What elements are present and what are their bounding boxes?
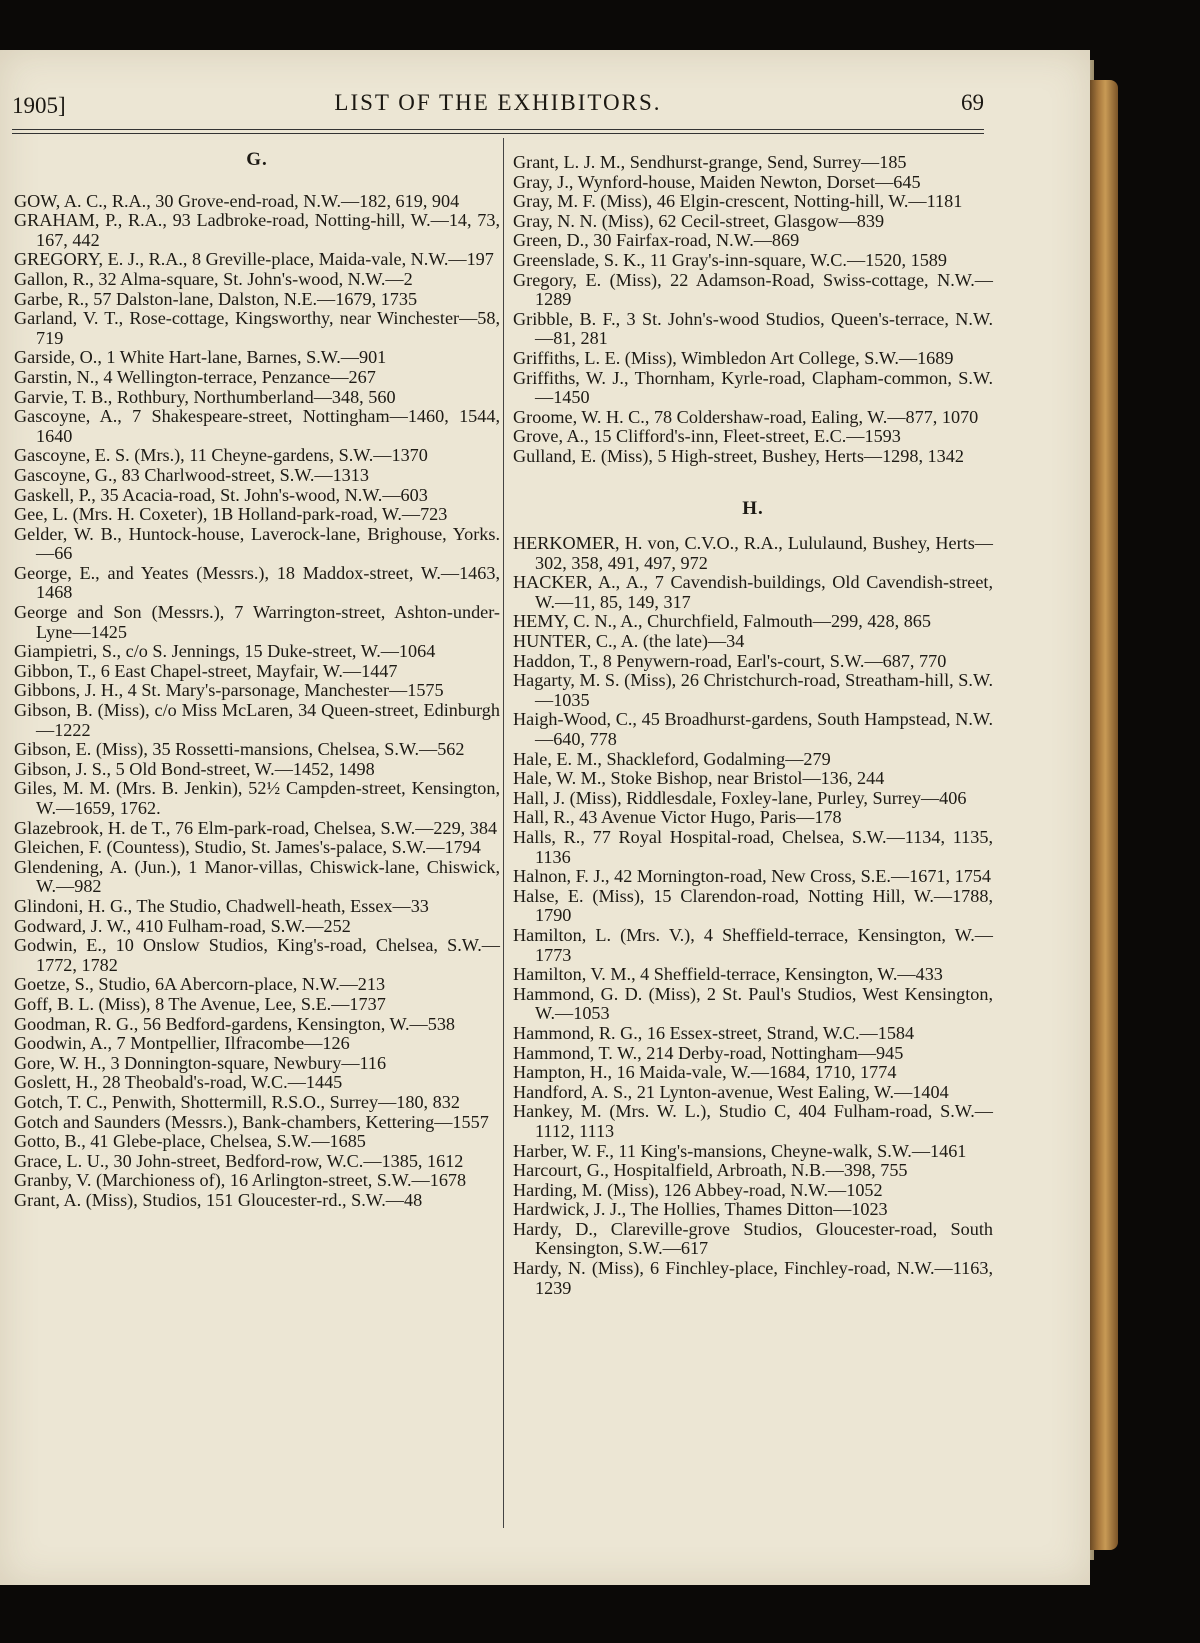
exhibitor-entry: Hardy, D., Clareville-grove Studios, Gloucester-road, South Kensington, S.W.—617: [513, 1218, 993, 1259]
exhibitor-entry: Hale, W. M., Stoke Bishop, near Bristol—136, 244: [513, 768, 885, 789]
exhibitor-entry: Harding, M. (Miss), 126 Abbey-road, N.W.—1052: [513, 1179, 883, 1200]
exhibitor-entry: Griffiths, W. J., Thornham, Kyrle-road, Clapham-common, S.W.—1450: [513, 367, 993, 408]
exhibitor-entry: GOW, A. C., R.A., 30 Grove-end-road, N.W.—182, 619, 904: [14, 190, 460, 211]
exhibitor-entry: Goodwin, A., 7 Montpellier, Ilfracombe—126: [14, 1033, 350, 1054]
exhibitor-entry: Gibson, J. S., 5 Old Bond-street, W.—1452, 1498: [14, 758, 375, 779]
exhibitor-entry: Hamilton, L. (Mrs. V.), 4 Sheffield-terrace, Kensington, W.—1773: [513, 924, 993, 965]
exhibitor-entry: Haigh-Wood, C., 45 Broadhurst-gardens, South Hampstead, N.W.—640, 778: [513, 709, 993, 750]
exhibitor-entry: Grant, L. J. M., Sendhurst-grange, Send, Surrey—185: [513, 152, 907, 172]
header-title: LIST OF THE EXHIBITORS.: [334, 90, 662, 115]
exhibitor-entry: Gotch, T. C., Penwith, Shottermill, R.S.O., Surrey—180, 832: [14, 1091, 460, 1112]
exhibitor-entry: Gelder, W. B., Huntock-house, Laverock-lane, Brighouse, Yorks.—66: [14, 523, 500, 564]
exhibitor-entry: Griffiths, L. E. (Miss), Wimbledon Art College, S.W.—1689: [513, 347, 954, 368]
exhibitor-entry: Giampietri, S., c/o S. Jennings, 15 Duke-street, W.—1064: [14, 641, 436, 662]
section-heading-g: G.: [246, 149, 268, 170]
exhibitor-entry: Hale, E. M., Shackleford, Godalming—279: [513, 748, 831, 769]
exhibitor-entry: Goodman, R. G., 56 Bedford-gardens, Kensington, W.—538: [14, 1013, 456, 1034]
exhibitor-entry: Hampton, H., 16 Maida-vale, W.—1684, 1710, 1774: [513, 1062, 897, 1083]
exhibitor-entry: Garbe, R., 57 Dalston-lane, Dalston, N.E.—1679, 1735: [14, 288, 418, 309]
exhibitor-entry: Gotch and Saunders (Messrs.), Bank-chambers, Kettering—1557: [14, 1111, 489, 1132]
exhibitor-entry: Godward, J. W., 410 Fulham-road, S.W.—252: [14, 915, 351, 936]
exhibitor-entry: Gregory, E. (Miss), 22 Adamson-Road, Swiss-cottage, N.W.—1289: [513, 269, 993, 310]
exhibitor-entry: Gleichen, F. (Countess), Studio, St. James's-palace, S.W.—1794: [14, 837, 481, 858]
exhibitor-entry: Grove, A., 15 Clifford's-inn, Fleet-street, E.C.—1593: [513, 426, 901, 447]
section-heading-h: H.: [742, 497, 764, 519]
exhibitor-entry: Gray, J., Wynford-house, Maiden Newton, Dorset—645: [513, 171, 921, 192]
exhibitor-entry: Grant, A. (Miss), Studios, 151 Gloucester-rd., S.W.—48: [14, 1189, 423, 1210]
exhibitor-entry: Hall, R., 43 Avenue Victor Hugo, Paris—178: [513, 807, 842, 828]
exhibitor-entry: Hall, J. (Miss), Riddlesdale, Foxley-lane, Purley, Surrey—406: [513, 787, 967, 808]
exhibitor-entry: Hammond, G. D. (Miss), 2 St. Paul's Studios, West Kensington, W.—1053: [513, 983, 993, 1024]
exhibitor-entry: Green, D., 30 Fairfax-road, N.W.—869: [513, 230, 800, 251]
exhibitor-entry: Goetze, S., Studio, 6A Abercorn-place, N.W.—213: [14, 974, 386, 995]
exhibitor-entry: Gascoyne, E. S. (Mrs.), 11 Cheyne-gardens, S.W.—1370: [14, 445, 428, 466]
exhibitor-entry: GRAHAM, P., R.A., 93 Ladbroke-road, Notting-hill, W.—14, 73, 167, 442: [14, 210, 500, 250]
exhibitor-entry: Granby, V. (Marchioness of), 16 Arlington-street, S.W.—1678: [14, 1170, 467, 1191]
exhibitor-entry: Gore, W. H., 3 Donnington-square, Newbury—116: [14, 1052, 387, 1073]
exhibitor-entry: Gascoyne, G., 83 Charlwood-street, S.W.—1313: [14, 464, 369, 485]
left-column: [14, 150, 500, 1210]
exhibitor-entry: Handford, A. S., 21 Lynton-avenue, West Ealing, W.—1404: [513, 1081, 949, 1102]
exhibitor-entry: Garland, V. T., Rose-cottage, Kingsworthy, near Winchester—58, 719: [14, 308, 500, 348]
exhibitor-entry: Gaskell, P., 35 Acacia-road, St. John's-wood, N.W.—603: [14, 484, 428, 505]
column-divider: [503, 138, 504, 1528]
exhibitor-entry: HEMY, C. N., A., Churchfield, Falmouth—299, 428, 865: [513, 611, 931, 632]
exhibitor-entry: Garstin, N., 4 Wellington-terrace, Penzance—267: [14, 366, 376, 387]
header-rule-top: [12, 129, 984, 130]
exhibitor-entry: HACKER, A., A., 7 Cavendish-buildings, Old Cavendish-street, W.—11, 85, 149, 317: [513, 572, 993, 612]
exhibitor-entry: HERKOMER, H. von, C.V.O., R.A., Lululaund, Bushey, Herts—302, 358, 491, 497, 972: [513, 533, 993, 573]
header-rule-bottom: [12, 133, 984, 134]
left-entry-list: [14, 192, 500, 1211]
right-g-entry-list: [513, 153, 993, 467]
exhibitor-entry: Glendening, A. (Jun.), 1 Manor-villas, Chiswick-lane, Chiswick, W.—982: [14, 856, 500, 897]
exhibitor-entry: George, E., and Yeates (Messrs.), 18 Maddox-street, W.—1463, 1468: [14, 562, 500, 603]
exhibitor-entry: Gee, L. (Mrs. H. Coxeter), 1B Holland-park-road, W.—723: [14, 504, 448, 525]
exhibitor-entry: Gulland, E. (Miss), 5 High-street, Bushey, Herts—1298, 1342: [513, 445, 964, 466]
exhibitor-entry: Goslett, H., 28 Theobald's-road, W.C.—1445: [14, 1072, 343, 1093]
exhibitor-entry: Gibbon, T., 6 East Chapel-street, Mayfair, W.—1447: [14, 660, 398, 681]
exhibitor-entry: HUNTER, C., A. (the late)—34: [513, 631, 745, 652]
running-head: [12, 89, 984, 123]
page-number: 69: [961, 90, 984, 115]
exhibitor-entry: Halnon, F. J., 42 Mornington-road, New Cross, S.E.—1671, 1754: [513, 866, 991, 887]
exhibitor-entry: Gray, N. N. (Miss), 62 Cecil-street, Glasgow—839: [513, 210, 885, 231]
exhibitor-entry: Hammond, T. W., 214 Derby-road, Nottingham—945: [513, 1042, 904, 1063]
exhibitor-entry: Gibson, E. (Miss), 35 Rossetti-mansions, Chelsea, S.W.—562: [14, 739, 465, 760]
exhibitor-entry: Gibbons, J. H., 4 St. Mary's-parsonage, Manchester—1575: [14, 680, 444, 701]
exhibitor-entry: Gotto, B., 41 Glebe-place, Chelsea, S.W.—1685: [14, 1131, 366, 1152]
exhibitor-entry: George and Son (Messrs.), 7 Warrington-street, Ashton-under-Lyne—1425: [14, 602, 500, 642]
exhibitor-entry: Hamilton, V. M., 4 Sheffield-terrace, Kensington, W.—433: [513, 964, 943, 985]
exhibitor-entry: Groome, W. H. C., 78 Coldershaw-road, Ealing, W.—877, 1070: [513, 406, 979, 427]
header-year: 1905]: [12, 93, 66, 118]
exhibitor-entry: Giles, M. M. (Mrs. B. Jenkin), 52½ Campden-street, Kensington, W.—1659, 1762.: [14, 778, 500, 818]
exhibitor-entry: Garvie, T. B., Rothbury, Northumberland—348, 560: [14, 386, 396, 407]
exhibitor-entry: Gray, M. F. (Miss), 46 Elgin-crescent, Notting-hill, W.—1181: [513, 191, 963, 212]
right-h-entry-list: [513, 534, 993, 1298]
book-spine: [1090, 80, 1118, 1550]
exhibitor-entry: GREGORY, E. J., R.A., 8 Greville-place, Maida-vale, N.W.—197: [14, 249, 494, 270]
exhibitor-entry: Glazebrook, H. de T., 76 Elm-park-road, Chelsea, S.W.—229, 384: [14, 817, 498, 838]
exhibitor-entry: Hammond, R. G., 16 Essex-street, Strand, W.C.—1584: [513, 1022, 915, 1043]
exhibitor-entry: Gallon, R., 32 Alma-square, St. John's-wood, N.W.—2: [14, 268, 413, 289]
exhibitor-entry: Gibson, B. (Miss), c/o Miss McLaren, 34 Queen-street, Edinburgh—1222: [14, 700, 500, 740]
right-column: [513, 153, 993, 1298]
exhibitor-entry: Hardy, N. (Miss), 6 Finchley-place, Finchley-road, N.W.—1163, 1239: [513, 1258, 993, 1298]
exhibitor-entry: Gribble, B. F., 3 St. John's-wood Studios, Queen's-terrace, N.W.—81, 281: [513, 308, 993, 349]
exhibitor-entry: Halls, R., 77 Royal Hospital-road, Chelsea, S.W.—1134, 1135, 1136: [513, 827, 993, 867]
exhibitor-entry: Harcourt, G., Hospitalfield, Arbroath, N.B.—398, 755: [513, 1160, 908, 1181]
exhibitor-entry: Godwin, E., 10 Onslow Studios, King's-road, Chelsea, S.W.—1772, 1782: [14, 935, 500, 975]
exhibitor-entry: Hardwick, J. J., The Hollies, Thames Ditton—1023: [513, 1199, 888, 1220]
exhibitor-entry: Grace, L. U., 30 John-street, Bedford-row, W.C.—1385, 1612: [14, 1150, 464, 1171]
exhibitor-entry: Greenslade, S. K., 11 Gray's-inn-square, W.C.—1520, 1589: [513, 249, 947, 270]
exhibitor-entry: Goff, B. L. (Miss), 8 The Avenue, Lee, S.E.—1737: [14, 993, 386, 1014]
exhibitor-entry: Gascoyne, A., 7 Shakespeare-street, Nottingham—1460, 1544, 1640: [14, 406, 500, 446]
exhibitor-entry: Hagarty, M. S. (Miss), 26 Christchurch-road, Streatham-hill, S.W.—1035: [513, 670, 993, 710]
exhibitor-entry: Hankey, M. (Mrs. W. L.), Studio C, 404 Fulham-road, S.W.—1112, 1113: [513, 1101, 993, 1141]
exhibitor-entry: Glindoni, H. G., The Studio, Chadwell-heath, Essex—33: [14, 895, 429, 916]
exhibitor-entry: Haddon, T., 8 Penywern-road, Earl's-court, S.W.—687, 770: [513, 650, 947, 671]
exhibitor-entry: Harber, W. F., 11 King's-mansions, Cheyne-walk, S.W.—1461: [513, 1140, 967, 1161]
exhibitor-entry: Garside, O., 1 White Hart-lane, Barnes, S.W.—901: [14, 347, 387, 368]
exhibitor-entry: Halse, E. (Miss), 15 Clarendon-road, Notting Hill, W.—1788, 1790: [513, 885, 993, 926]
